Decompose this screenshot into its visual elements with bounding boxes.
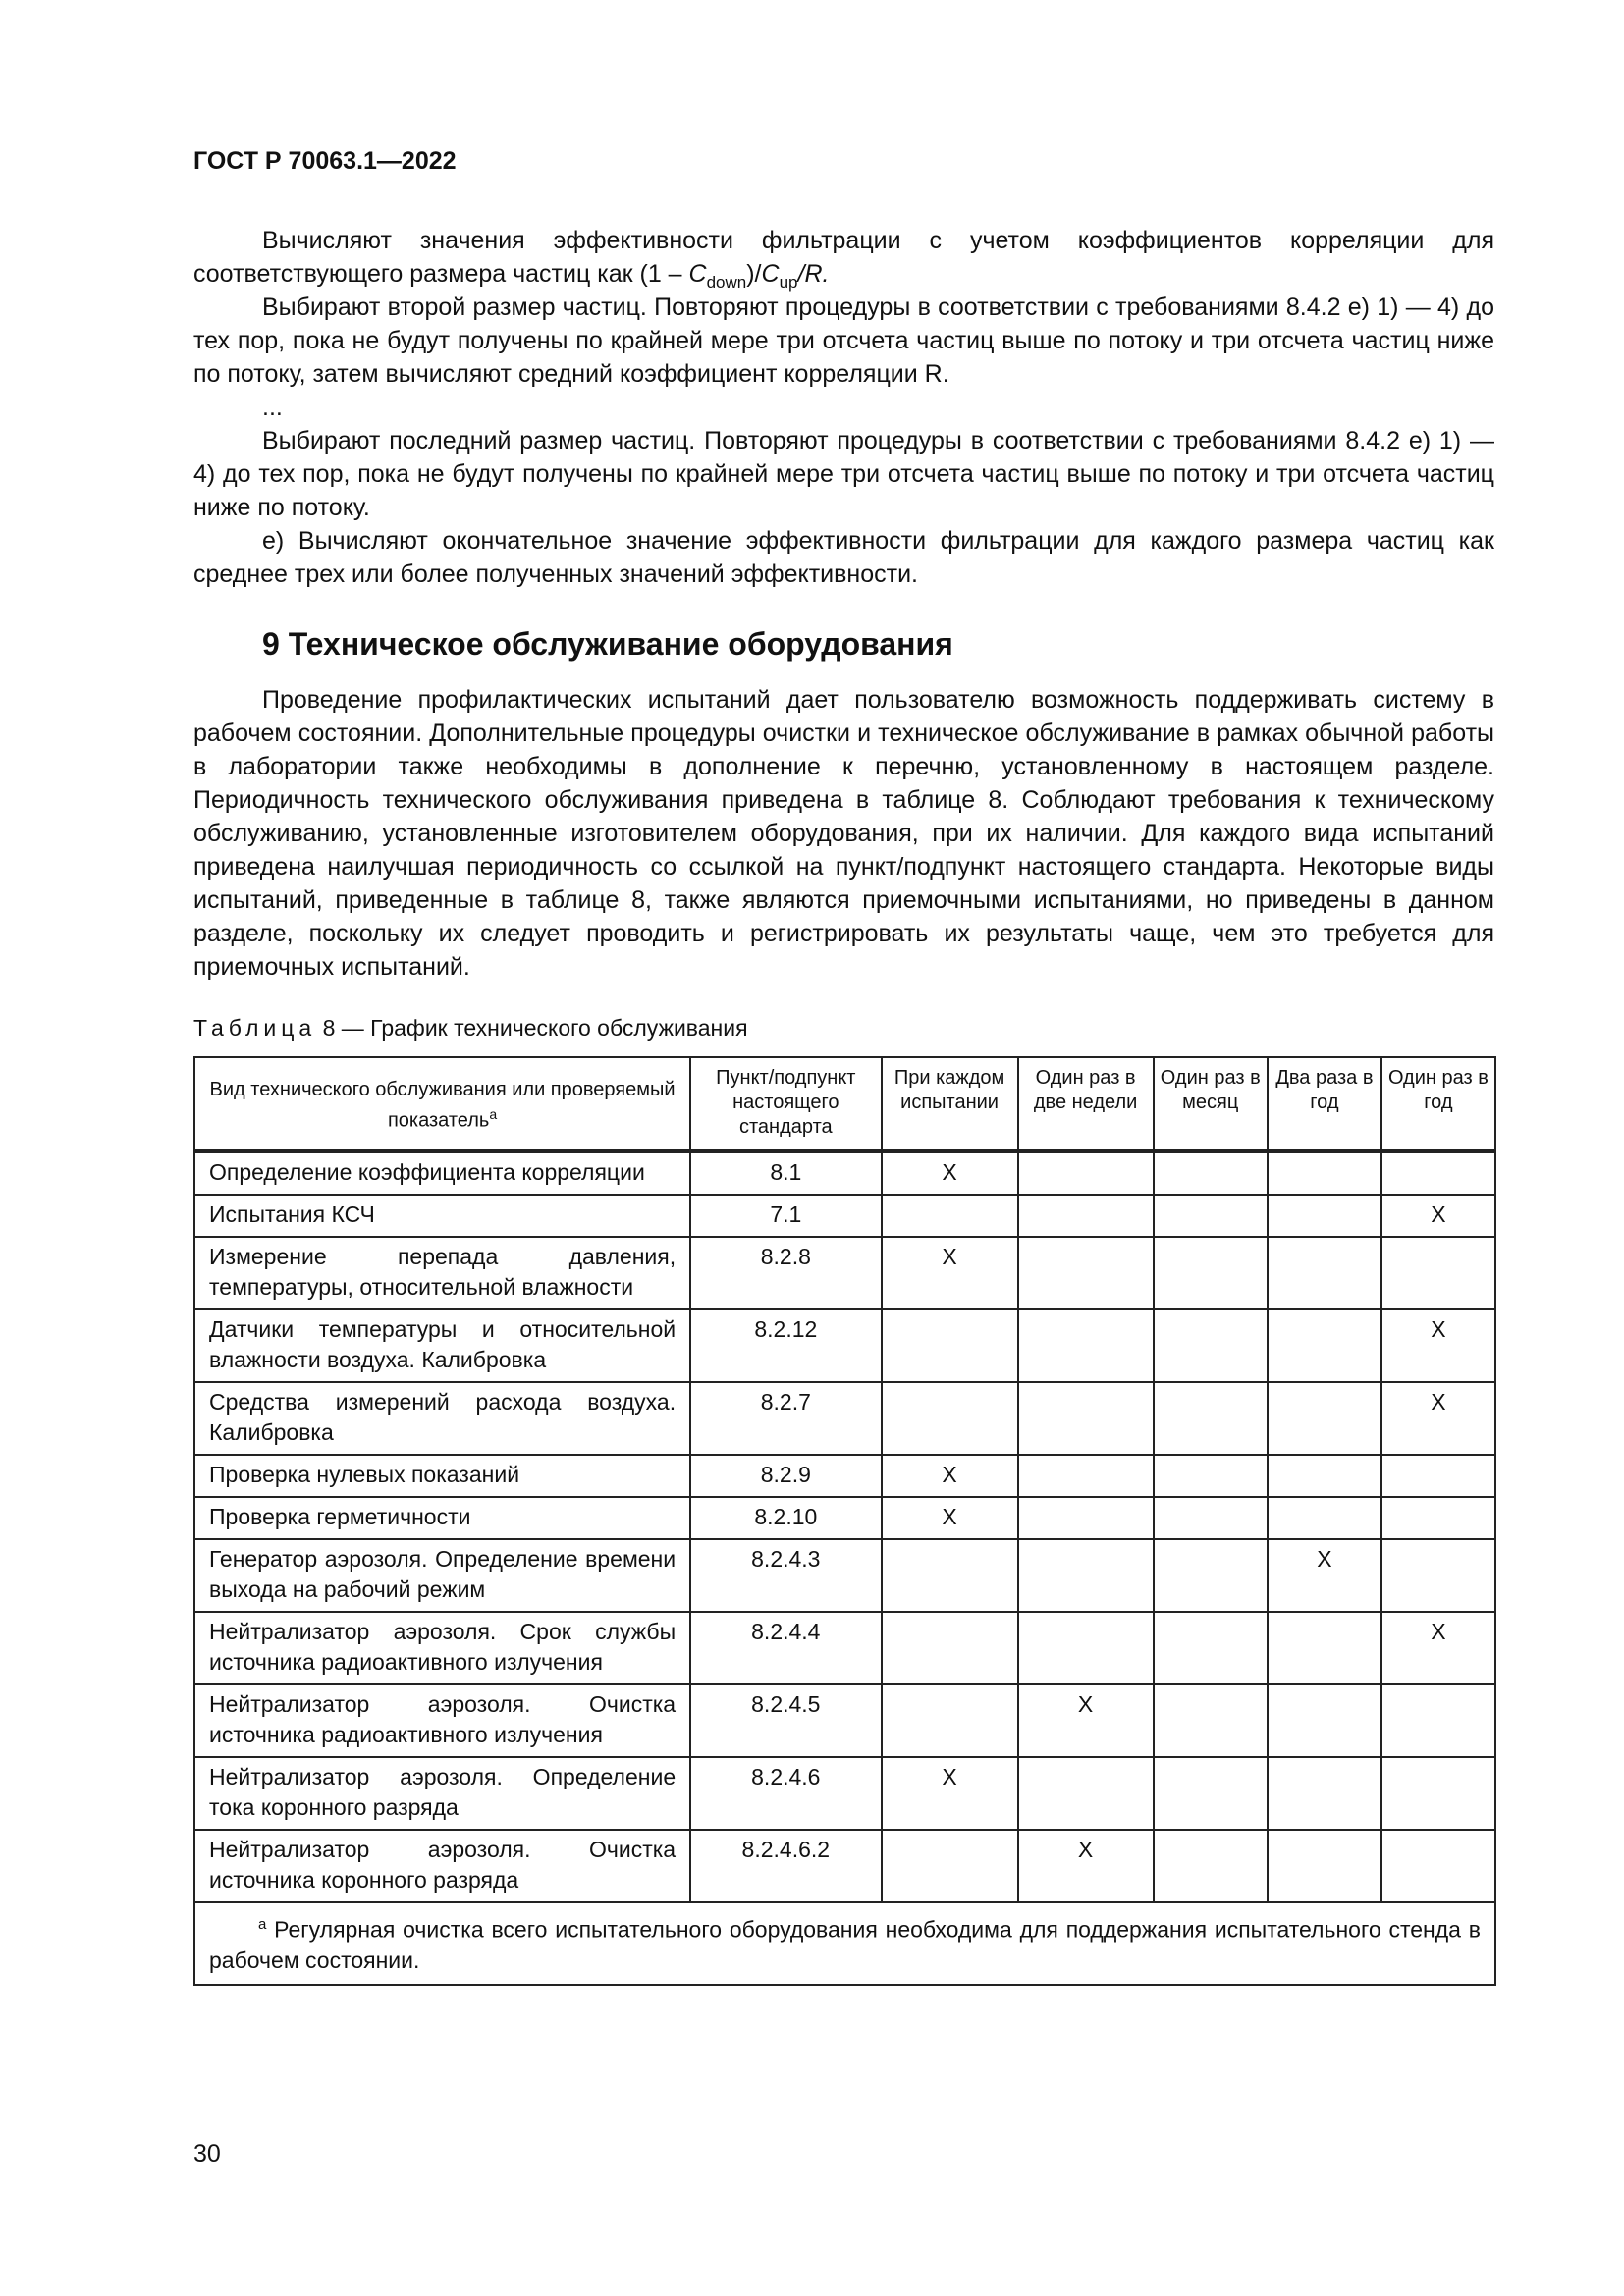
document-header: ГОСТ Р 70063.1—2022	[193, 147, 457, 175]
table-row	[194, 1151, 1495, 1195]
table-row	[194, 1382, 1495, 1455]
periodicity-cell	[1154, 1151, 1268, 1195]
periodicity-cell: X	[882, 1455, 1018, 1497]
table-row	[194, 1684, 1495, 1757]
maintenance-type-cell: Нейтрализатор аэрозоля. Очистка источника коронного разряда	[194, 1830, 690, 1902]
ellipsis: ...	[262, 394, 283, 421]
maintenance-type-cell: Нейтрализатор аэрозоля. Срок службы источника радиоактивного излучения	[194, 1612, 690, 1684]
paragraph-final-efficiency: е) Вычисляют окончательное значение эффективности фильтрации для каждого размера частиц как среднее трех или более полученных значений эффективности.	[193, 527, 1494, 588]
clause-cell: 8.2.4.6	[690, 1757, 881, 1830]
periodicity-cell	[1154, 1684, 1268, 1757]
periodicity-cell	[1381, 1151, 1495, 1195]
table-row	[194, 1195, 1495, 1237]
clause-cell: 8.2.4.3	[690, 1539, 881, 1612]
periodicity-cell	[1018, 1497, 1154, 1539]
table-footnote: $^а$ Регулярная очистка всего испытательного оборудования необходима для поддержания испытательного стенда в рабочем состоянии.	[194, 1902, 1495, 1985]
periodicity-cell: X	[1268, 1539, 1381, 1612]
periodicity-cell	[1154, 1309, 1268, 1382]
periodicity-cell	[1018, 1757, 1154, 1830]
maintenance-type-cell: Средства измерений расхода воздуха. Калибровка	[194, 1382, 690, 1455]
periodicity-cell	[1018, 1382, 1154, 1455]
clause-cell: 8.2.7	[690, 1382, 881, 1455]
header-cell: Два раза в год	[1268, 1057, 1381, 1151]
maintenance-type-cell: Нейтрализатор аэрозоля. Определение тока коронного разряда	[194, 1757, 690, 1830]
clause-cell: 8.2.10	[690, 1497, 881, 1539]
periodicity-cell: X	[1381, 1382, 1495, 1455]
periodicity-cell	[1381, 1684, 1495, 1757]
periodicity-cell	[1268, 1612, 1381, 1684]
maintenance-type-cell: Проверка герметичности	[194, 1497, 690, 1539]
periodicity-cell	[1154, 1195, 1268, 1237]
maintenance-type-cell: Генератор аэрозоля. Определение времени выхода на рабочий режим	[194, 1539, 690, 1612]
periodicity-cell	[1018, 1455, 1154, 1497]
periodicity-cell	[1381, 1497, 1495, 1539]
maintenance-type-cell: Проверка нулевых показаний	[194, 1455, 690, 1497]
periodicity-cell	[1154, 1497, 1268, 1539]
clause-cell: 8.2.4.5	[690, 1684, 881, 1757]
page-body	[193, 224, 1494, 1986]
periodicity-cell	[1268, 1195, 1381, 1237]
periodicity-cell: X	[882, 1757, 1018, 1830]
header-cell: Пункт/подпункт настоящего стандарта	[690, 1057, 881, 1151]
periodicity-cell	[1018, 1151, 1154, 1195]
periodicity-cell	[1018, 1539, 1154, 1612]
table-row	[194, 1539, 1495, 1612]
table-caption: Таблица 8 — График технического обслуживания	[193, 1015, 748, 1041]
periodicity-cell: X	[1018, 1830, 1154, 1902]
maintenance-type-cell: Определение коэффициента корреляции	[194, 1151, 690, 1195]
table-row	[194, 1237, 1495, 1309]
periodicity-cell	[1381, 1539, 1495, 1612]
periodicity-cell	[882, 1382, 1018, 1455]
periodicity-cell	[1018, 1195, 1154, 1237]
periodicity-cell	[882, 1830, 1018, 1902]
periodicity-cell: X	[882, 1151, 1018, 1195]
table-header-row	[194, 1057, 1495, 1151]
periodicity-cell: X	[882, 1237, 1018, 1309]
maintenance-type-cell: Нейтрализатор аэрозоля. Очистка источника радиоактивного излучения	[194, 1684, 690, 1757]
periodicity-cell	[1268, 1830, 1381, 1902]
periodicity-cell	[1381, 1830, 1495, 1902]
periodicity-cell	[1268, 1237, 1381, 1309]
clause-cell: 8.2.9	[690, 1455, 881, 1497]
section-title: 9 Техническое обслуживание оборудования	[262, 626, 953, 662]
periodicity-cell	[1381, 1757, 1495, 1830]
clause-cell: 8.2.4.4	[690, 1612, 881, 1684]
table-row	[194, 1612, 1495, 1684]
clause-cell: 8.2.4.6.2	[690, 1830, 881, 1902]
periodicity-cell	[1268, 1757, 1381, 1830]
periodicity-cell	[1381, 1455, 1495, 1497]
paragraph-efficiency: Вычисляют значения эффективности фильтрации с учетом коэффициентов корреляции для соответствующего размера частиц как $(1 - C_{down})/C_{up}/R$.	[193, 227, 1494, 292]
header-cell: Один раз в год	[1381, 1057, 1495, 1151]
periodicity-cell	[1154, 1455, 1268, 1497]
clause-cell: 8.1	[690, 1151, 881, 1195]
periodicity-cell	[882, 1195, 1018, 1237]
maintenance-type-cell: Датчики температуры и относительной влажности воздуха. Калибровка	[194, 1309, 690, 1382]
periodicity-cell: X	[882, 1497, 1018, 1539]
header-cell: Один раз в две недели	[1018, 1057, 1154, 1151]
periodicity-cell	[1154, 1757, 1268, 1830]
periodicity-cell: X	[1381, 1309, 1495, 1382]
paragraph-maintenance: Проведение профилактических испытаний дает пользователю возможность поддерживать систему в рабочем состоянии. Дополнительные процедуры очистки и техническое обслуживание в рамках обычной работы в лаборатории также необходимы в дополнение к перечню, установленному в настоящем разделе. Периодичность технического обслуживания приведена в таблице 8. Соблюдают требования к техническому обслуживанию, установленные изготовителем оборудования, при их наличии. Для каждого вида испытаний приведена наилучшая периодичность со ссылкой на пункт/подпункт настоящего стандарта. Некоторые виды испытаний, приведенные в таблице 8, также являются приемочными испытаниями, но приведены в данном разделе, поскольку их следует проводить и регистрировать их результаты чаще, чем это требуется для приемочных испытаний.	[193, 686, 1494, 981]
table-row	[194, 1497, 1495, 1539]
header-cell: Один раз в месяц	[1154, 1057, 1268, 1151]
periodicity-cell	[1268, 1309, 1381, 1382]
periodicity-cell	[882, 1612, 1018, 1684]
periodicity-cell	[882, 1684, 1018, 1757]
clause-cell: 7.1	[690, 1195, 881, 1237]
periodicity-cell	[1018, 1237, 1154, 1309]
periodicity-cell	[1154, 1612, 1268, 1684]
header-cell: Вид технического обслуживания или проверяемый показатель$^а$	[194, 1057, 690, 1151]
clause-cell: 8.2.8	[690, 1237, 881, 1309]
periodicity-cell	[1154, 1539, 1268, 1612]
periodicity-cell	[1268, 1684, 1381, 1757]
paragraph-last-size: Выбирают последний размер частиц. Повторяют процедуры в соответствии с требованиями 8.4.2 е) 1) — 4) до тех пор, пока не будут получены по крайней мере три отсчета частиц выше по потоку и три отсчета частиц ниже по потоку.	[193, 427, 1494, 521]
header-cell: При каждом испытании	[882, 1057, 1018, 1151]
periodicity-cell	[1154, 1830, 1268, 1902]
table-row	[194, 1455, 1495, 1497]
periodicity-cell	[882, 1309, 1018, 1382]
periodicity-cell: X	[1381, 1195, 1495, 1237]
periodicity-cell	[1381, 1237, 1495, 1309]
periodicity-cell	[1018, 1309, 1154, 1382]
periodicity-cell: X	[1381, 1612, 1495, 1684]
periodicity-cell	[1268, 1151, 1381, 1195]
periodicity-cell: X	[1018, 1684, 1154, 1757]
paragraph-second-size: Выбирают второй размер частиц. Повторяют процедуры в соответствии с требованиями 8.4.2 е) 1) — 4) до тех пор, пока не будут получены по крайней мере три отсчета частиц выше по потоку и три отсчета частиц ниже по потоку, затем вычисляют средний коэффициент корреляции R.	[193, 294, 1494, 388]
periodicity-cell	[882, 1539, 1018, 1612]
maintenance-table	[193, 1056, 1496, 1986]
maintenance-type-cell: Испытания КСЧ	[194, 1195, 690, 1237]
periodicity-cell	[1154, 1237, 1268, 1309]
table-row	[194, 1830, 1495, 1902]
periodicity-cell	[1268, 1382, 1381, 1455]
periodicity-cell	[1268, 1455, 1381, 1497]
maintenance-type-cell: Измерение перепада давления, температуры, относительной влажности	[194, 1237, 690, 1309]
table-row	[194, 1757, 1495, 1830]
page-number: 30	[193, 2140, 221, 2167]
periodicity-cell	[1018, 1612, 1154, 1684]
periodicity-cell	[1268, 1497, 1381, 1539]
periodicity-cell	[1154, 1382, 1268, 1455]
table-row	[194, 1309, 1495, 1382]
table-footnote-row	[194, 1902, 1495, 1985]
clause-cell: 8.2.12	[690, 1309, 881, 1382]
